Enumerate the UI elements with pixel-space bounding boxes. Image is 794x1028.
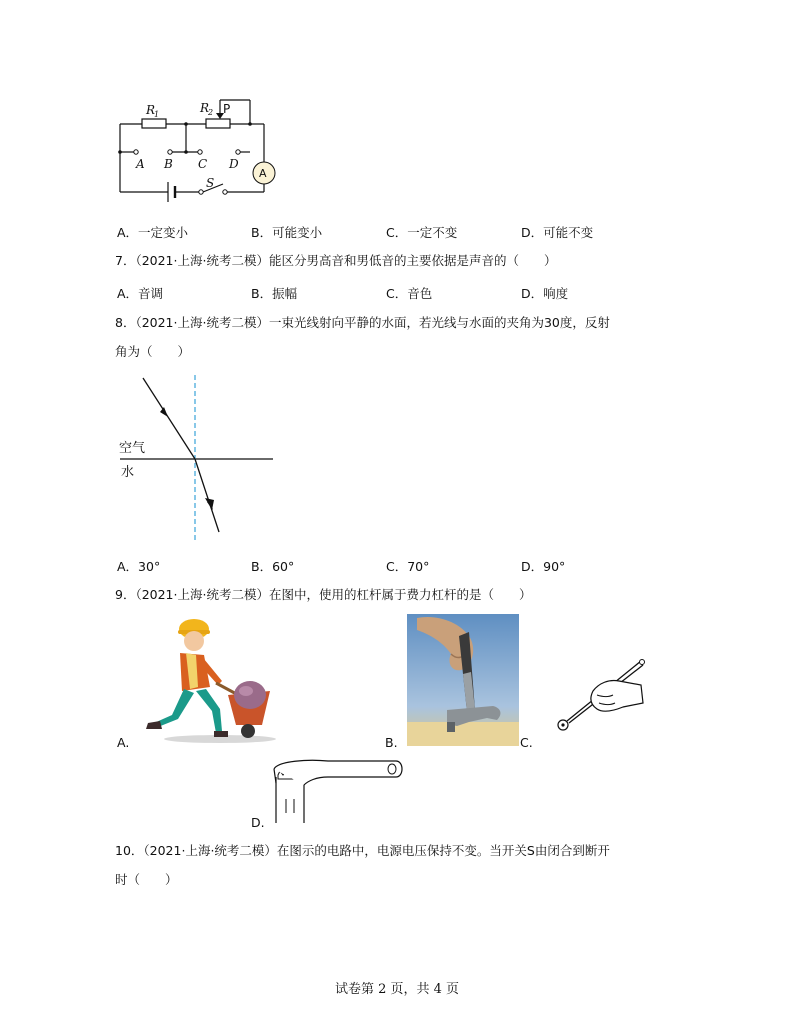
r1-label: R xyxy=(146,103,156,117)
q8-option-b: B．60° xyxy=(251,559,295,574)
refraction-diagram xyxy=(115,370,280,545)
ammeter-label: A xyxy=(259,167,267,180)
terminal-b-label: B xyxy=(164,157,173,171)
q9-stem: 9．（2021·上海·统考二模）在图中，使用的杠杆属于费力杠杆的是（ ） xyxy=(115,587,532,602)
q9-option-d: D. xyxy=(251,815,265,830)
q8-option-a: A．30° xyxy=(117,559,161,574)
r2-subscript: 2 xyxy=(208,108,214,117)
wheelbarrow-worker-image xyxy=(132,615,277,745)
water-label: 水 xyxy=(121,465,135,480)
q7-stem: 7．（2021·上海·统考二模）能区分男高音和男低音的主要依据是声音的（ ） xyxy=(115,253,557,268)
q9-option-c: C. xyxy=(520,735,533,750)
q8-stem-line1: 8．（2021·上海·统考二模）一束光线射向平静的水面，若光线与水面的夹角为30度，反射 xyxy=(115,315,610,330)
q8-option-c: C．70° xyxy=(386,559,430,574)
bottle-opener-image xyxy=(268,755,408,825)
q7-option-a: A．音调 xyxy=(117,286,164,301)
q9-option-b: B. xyxy=(385,735,398,750)
q6-option-b: B．可能变小 xyxy=(251,225,323,240)
r2-label: R xyxy=(200,101,210,115)
q6-option-c: C．一定不变 xyxy=(386,225,458,240)
terminal-c-label: C xyxy=(198,157,208,171)
tweezers-hand-image xyxy=(553,655,648,735)
q7-option-b: B．振幅 xyxy=(251,286,298,301)
q6-option-d: D．可能不变 xyxy=(521,225,594,240)
q7-option-d: D．响度 xyxy=(521,286,569,301)
air-label: 空气 xyxy=(119,441,146,456)
page-footer: 试卷第 2 页，共 4 页 xyxy=(334,982,460,997)
terminal-a-label: A xyxy=(136,157,145,171)
slider-p-label: P xyxy=(223,102,231,116)
q8-option-d: D．90° xyxy=(521,559,566,574)
q10-stem-line2: 时（ ） xyxy=(115,872,178,887)
terminal-d-label: D xyxy=(229,157,239,171)
hammer-nail-image xyxy=(407,614,519,746)
q8-stem-line2: 角为（ ） xyxy=(115,344,191,359)
q6-option-a: A．一定变小 xyxy=(117,225,189,240)
switch-label: S xyxy=(206,176,215,190)
q10-stem-line1: 10．（2021·上海·统考二模）在图示的电路中，电源电压保持不变。当开关S由闭合到断开 xyxy=(115,843,610,858)
q7-option-c: C．音色 xyxy=(386,286,433,301)
r1-subscript: 1 xyxy=(154,110,160,119)
circuit-diagram-q6 xyxy=(110,96,280,206)
q9-option-a: A. xyxy=(117,735,130,750)
